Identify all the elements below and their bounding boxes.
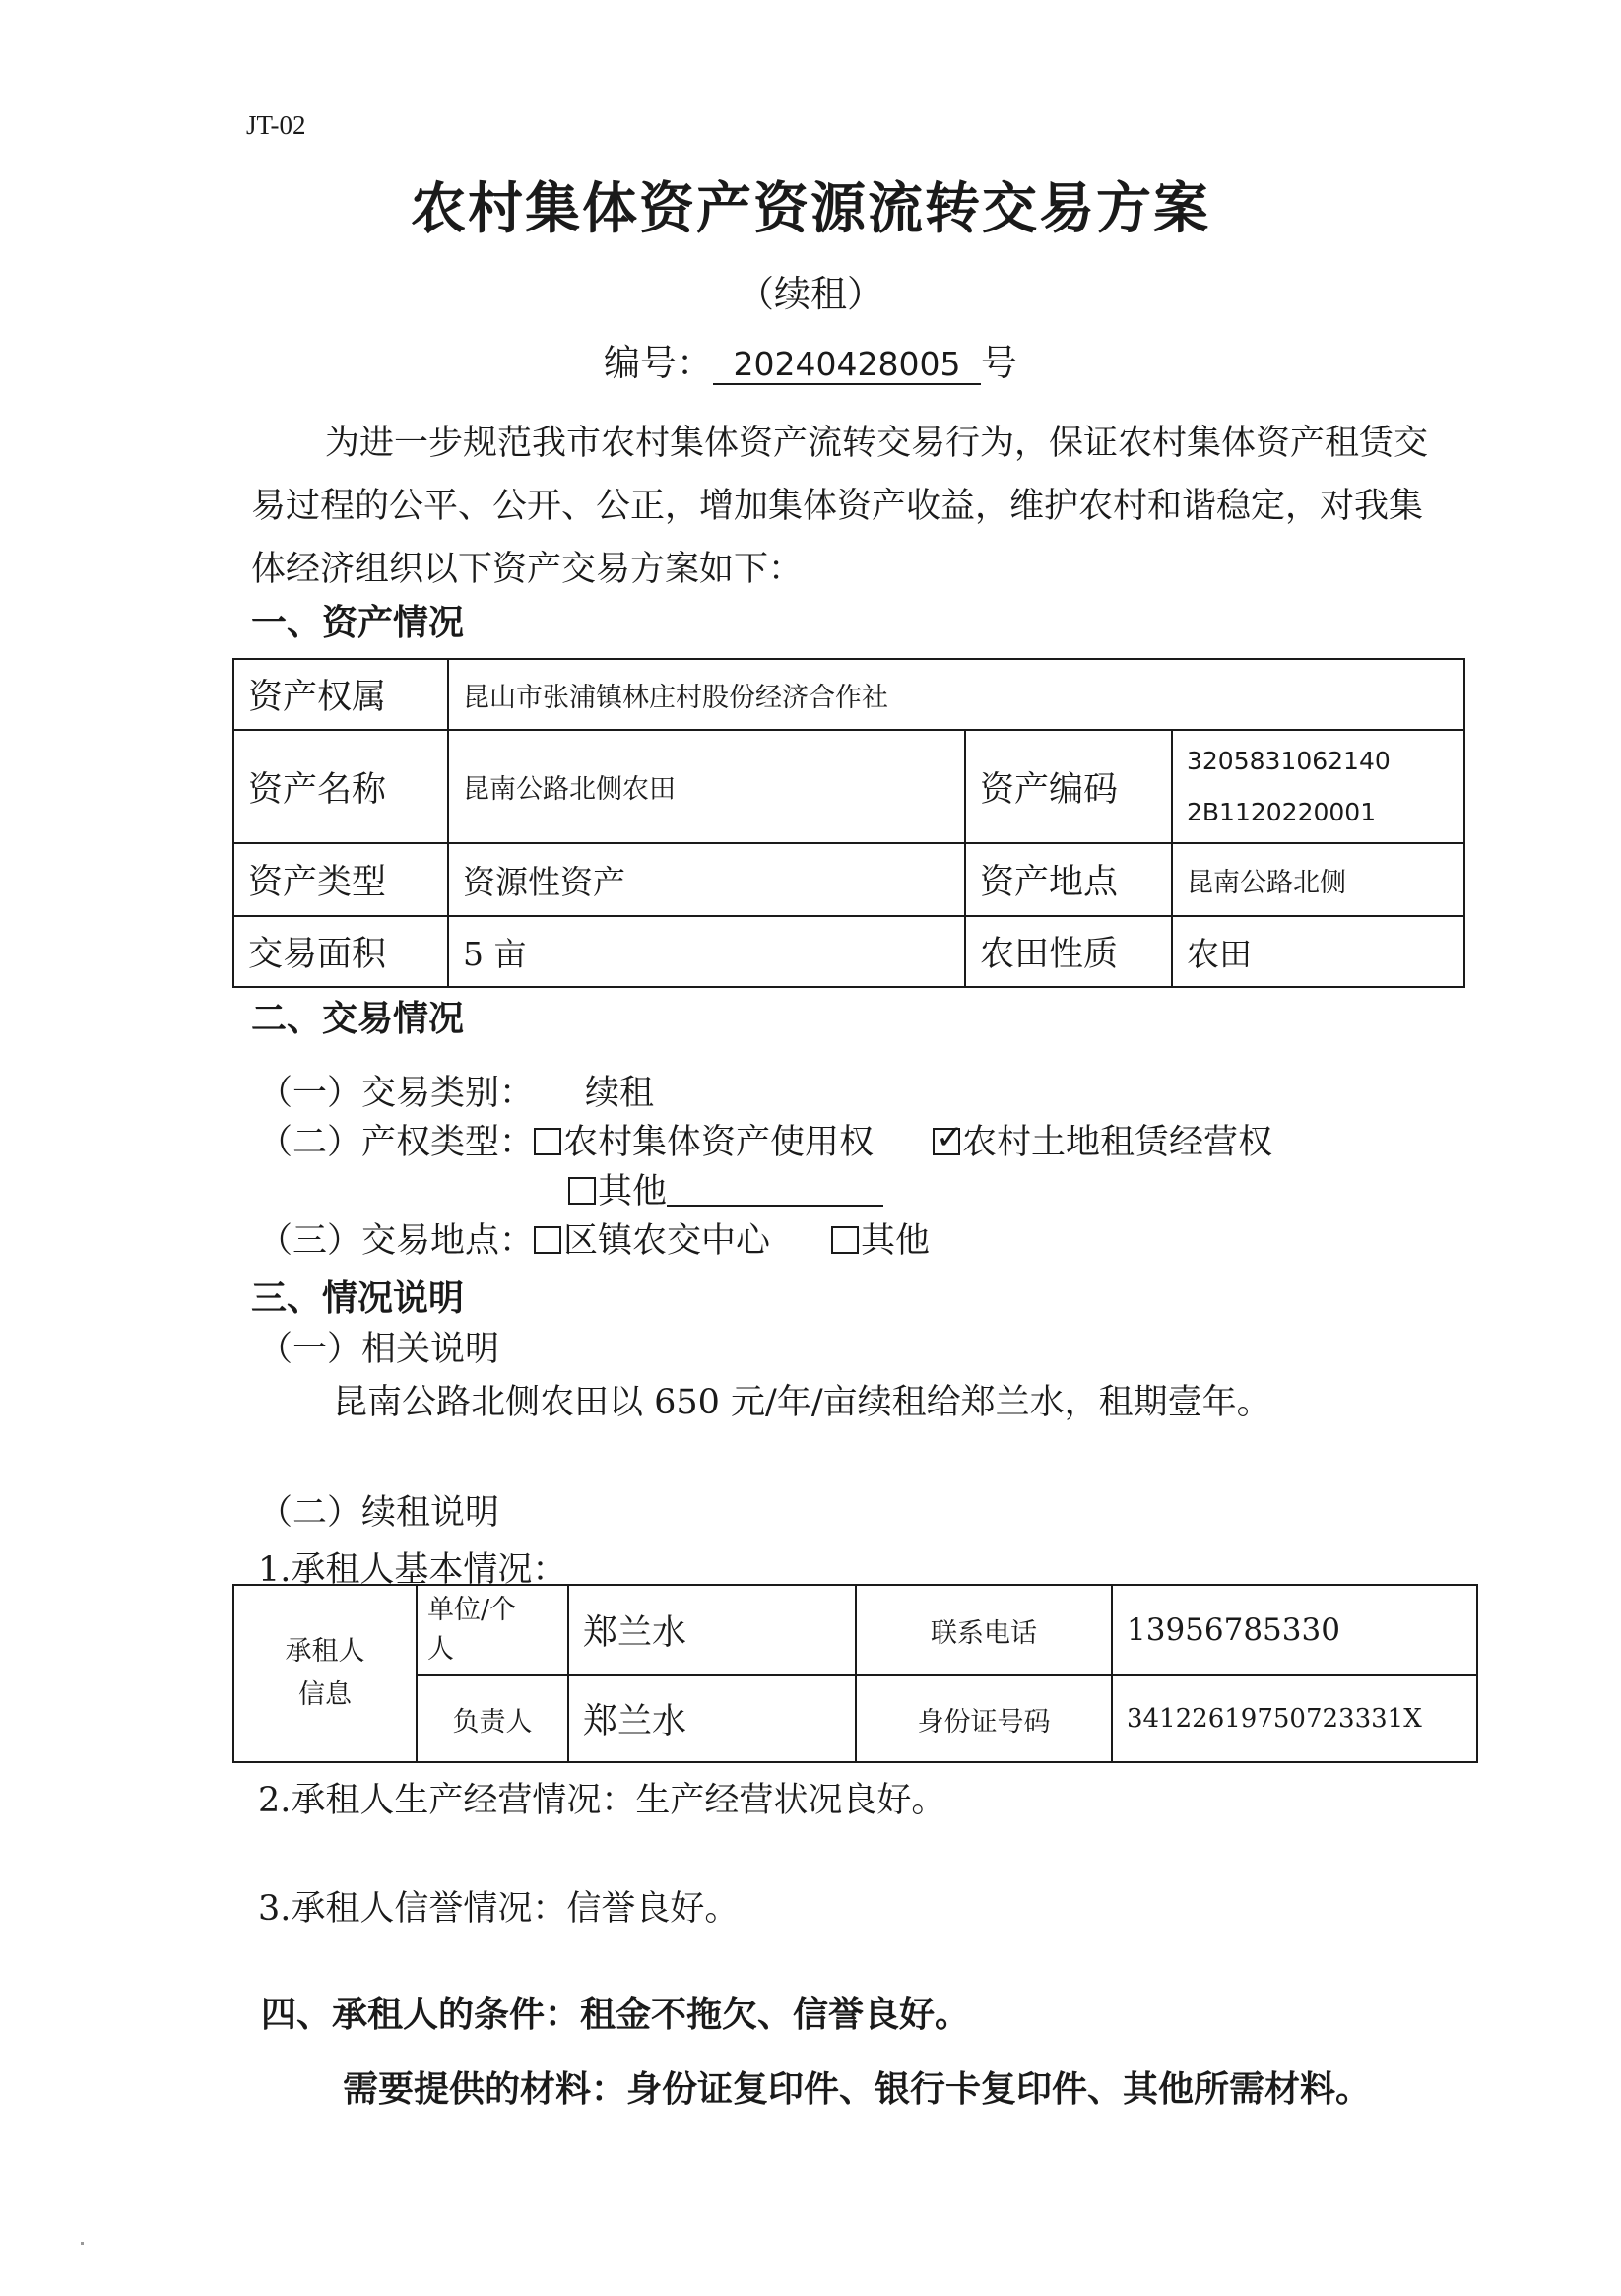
section2-heading: 二、交易情况 [251, 999, 465, 1039]
tenant-conditions: 租金不拖欠、信誉良好。 [580, 1995, 971, 2035]
page-subtitle: （续租） [738, 273, 883, 315]
ownership-label: 资产权属 [233, 659, 448, 730]
unit-label-line1: 单位/个 [427, 1595, 517, 1625]
number-suffix: 号 [981, 342, 1017, 384]
trade-category-row [258, 1066, 654, 1115]
place-opt2-label: 其他 [861, 1221, 931, 1261]
name-value: 昆南公路北侧农田 [448, 730, 965, 843]
tenant-group-label-line2: 信息 [298, 1679, 352, 1710]
rights-other-row [568, 1164, 883, 1214]
rights-opt2-checkbox[interactable] [933, 1128, 960, 1155]
location-label: 资产地点 [965, 843, 1172, 916]
page-title: 农村集体资产资源流转交易方案 [411, 177, 1210, 241]
head-label: 负责人 [417, 1675, 568, 1762]
place-opt2-checkbox[interactable] [831, 1226, 859, 1254]
tenant-credit-status: 3.承租人信誉情况：信誉良好。 [258, 1889, 740, 1929]
code-label: 资产编码 [965, 730, 1172, 843]
rights-type-row [258, 1115, 1272, 1164]
type-value: 资源性资产 [448, 843, 965, 916]
rights-opt1-checkbox[interactable] [534, 1128, 561, 1155]
rights-other-blank[interactable] [667, 1175, 883, 1207]
rights-opt2-label: 农村土地租赁经营权 [962, 1123, 1273, 1162]
id-label: 身份证号码 [856, 1675, 1112, 1762]
area-label: 交易面积 [233, 916, 448, 987]
rights-type-label: （二）产权类型： [258, 1123, 535, 1162]
nature-value: 农田 [1172, 916, 1464, 987]
tenant-row-head [233, 1675, 1477, 1762]
trade-place-label: （三）交易地点： [258, 1221, 535, 1261]
name-label: 资产名称 [233, 730, 448, 843]
asset-row-ownership [233, 659, 1464, 730]
scan-speck [81, 2242, 84, 2245]
section3-sub2: （二）续租说明 [258, 1493, 500, 1533]
code-value [1172, 730, 1464, 843]
section3-description: 昆南公路北侧农田以 650 元/年/亩续租给郑兰水，租期壹年。 [333, 1383, 1271, 1422]
intro-paragraph: 为进一步规范我市农村集体资产流转交易行为，保证农村集体资产租赁交易过程的公平、公开、公正，增加集体资产收益，维护农村和谐稳定，对我集体经济组织以下资产交易方案如下： [251, 424, 1429, 589]
section3-sub1: （一）相关说明 [258, 1330, 500, 1369]
section1-heading: 一、资产情况 [251, 603, 465, 643]
area-value: 5 亩 [448, 916, 965, 987]
trade-category-value: 续租 [585, 1074, 655, 1113]
unit-label-line2: 人 [427, 1634, 454, 1665]
code-value-line1: 3205831062140 [1187, 746, 1391, 775]
trade-category-label: （一）交易类别： [258, 1074, 535, 1113]
document-number [0, 333, 1621, 386]
id-value: 34122619750723331X [1112, 1675, 1477, 1762]
rights-opt1-label: 农村集体资产使用权 [563, 1123, 875, 1162]
materials-row [343, 2062, 1371, 2112]
section3-heading: 三、情况说明 [251, 1279, 465, 1319]
trade-place-row [258, 1214, 930, 1263]
nature-label: 农田性质 [965, 916, 1172, 987]
document-code: JT-02 [246, 110, 306, 140]
tenant-table [232, 1584, 1478, 1763]
section4-row [261, 1987, 970, 2037]
unit-label [417, 1585, 568, 1675]
place-opt1-label: 区镇农交中心 [563, 1221, 771, 1261]
materials-label: 需要提供的材料： [343, 2069, 627, 2110]
number-value: 20240428005 [713, 345, 981, 385]
unit-value: 郑兰水 [568, 1585, 856, 1675]
rights-opt3-label: 其他 [598, 1172, 668, 1212]
tenant-operation-status: 2.承租人生产经营情况：生产经营状况良好。 [258, 1781, 946, 1820]
location-value: 昆南公路北侧 [1172, 843, 1464, 916]
ownership-value: 昆山市张浦镇林庄村股份经济合作社 [448, 659, 1464, 730]
phone-value: 13956785330 [1112, 1585, 1477, 1675]
tenant-row-unit [233, 1585, 1477, 1675]
code-value-line2: 2B1120220001 [1187, 797, 1377, 826]
tenant-group-label [233, 1585, 417, 1762]
asset-table [232, 658, 1465, 988]
asset-row-type [233, 843, 1464, 916]
number-label: 编号： [604, 342, 713, 384]
asset-row-name [233, 730, 1464, 843]
materials-value: 身份证复印件、银行卡复印件、其他所需材料。 [626, 2069, 1372, 2110]
section4-heading: 四、承租人的条件： [261, 1995, 581, 2035]
place-opt1-checkbox[interactable] [534, 1226, 561, 1254]
rights-opt3-checkbox[interactable] [568, 1177, 596, 1205]
tenant-group-label-line1: 承租人 [285, 1636, 365, 1667]
phone-label: 联系电话 [856, 1585, 1112, 1675]
head-value: 郑兰水 [568, 1675, 856, 1762]
tenant-info-heading: 1.承租人基本情况： [258, 1550, 567, 1590]
type-label: 资产类型 [233, 843, 448, 916]
asset-row-area [233, 916, 1464, 987]
